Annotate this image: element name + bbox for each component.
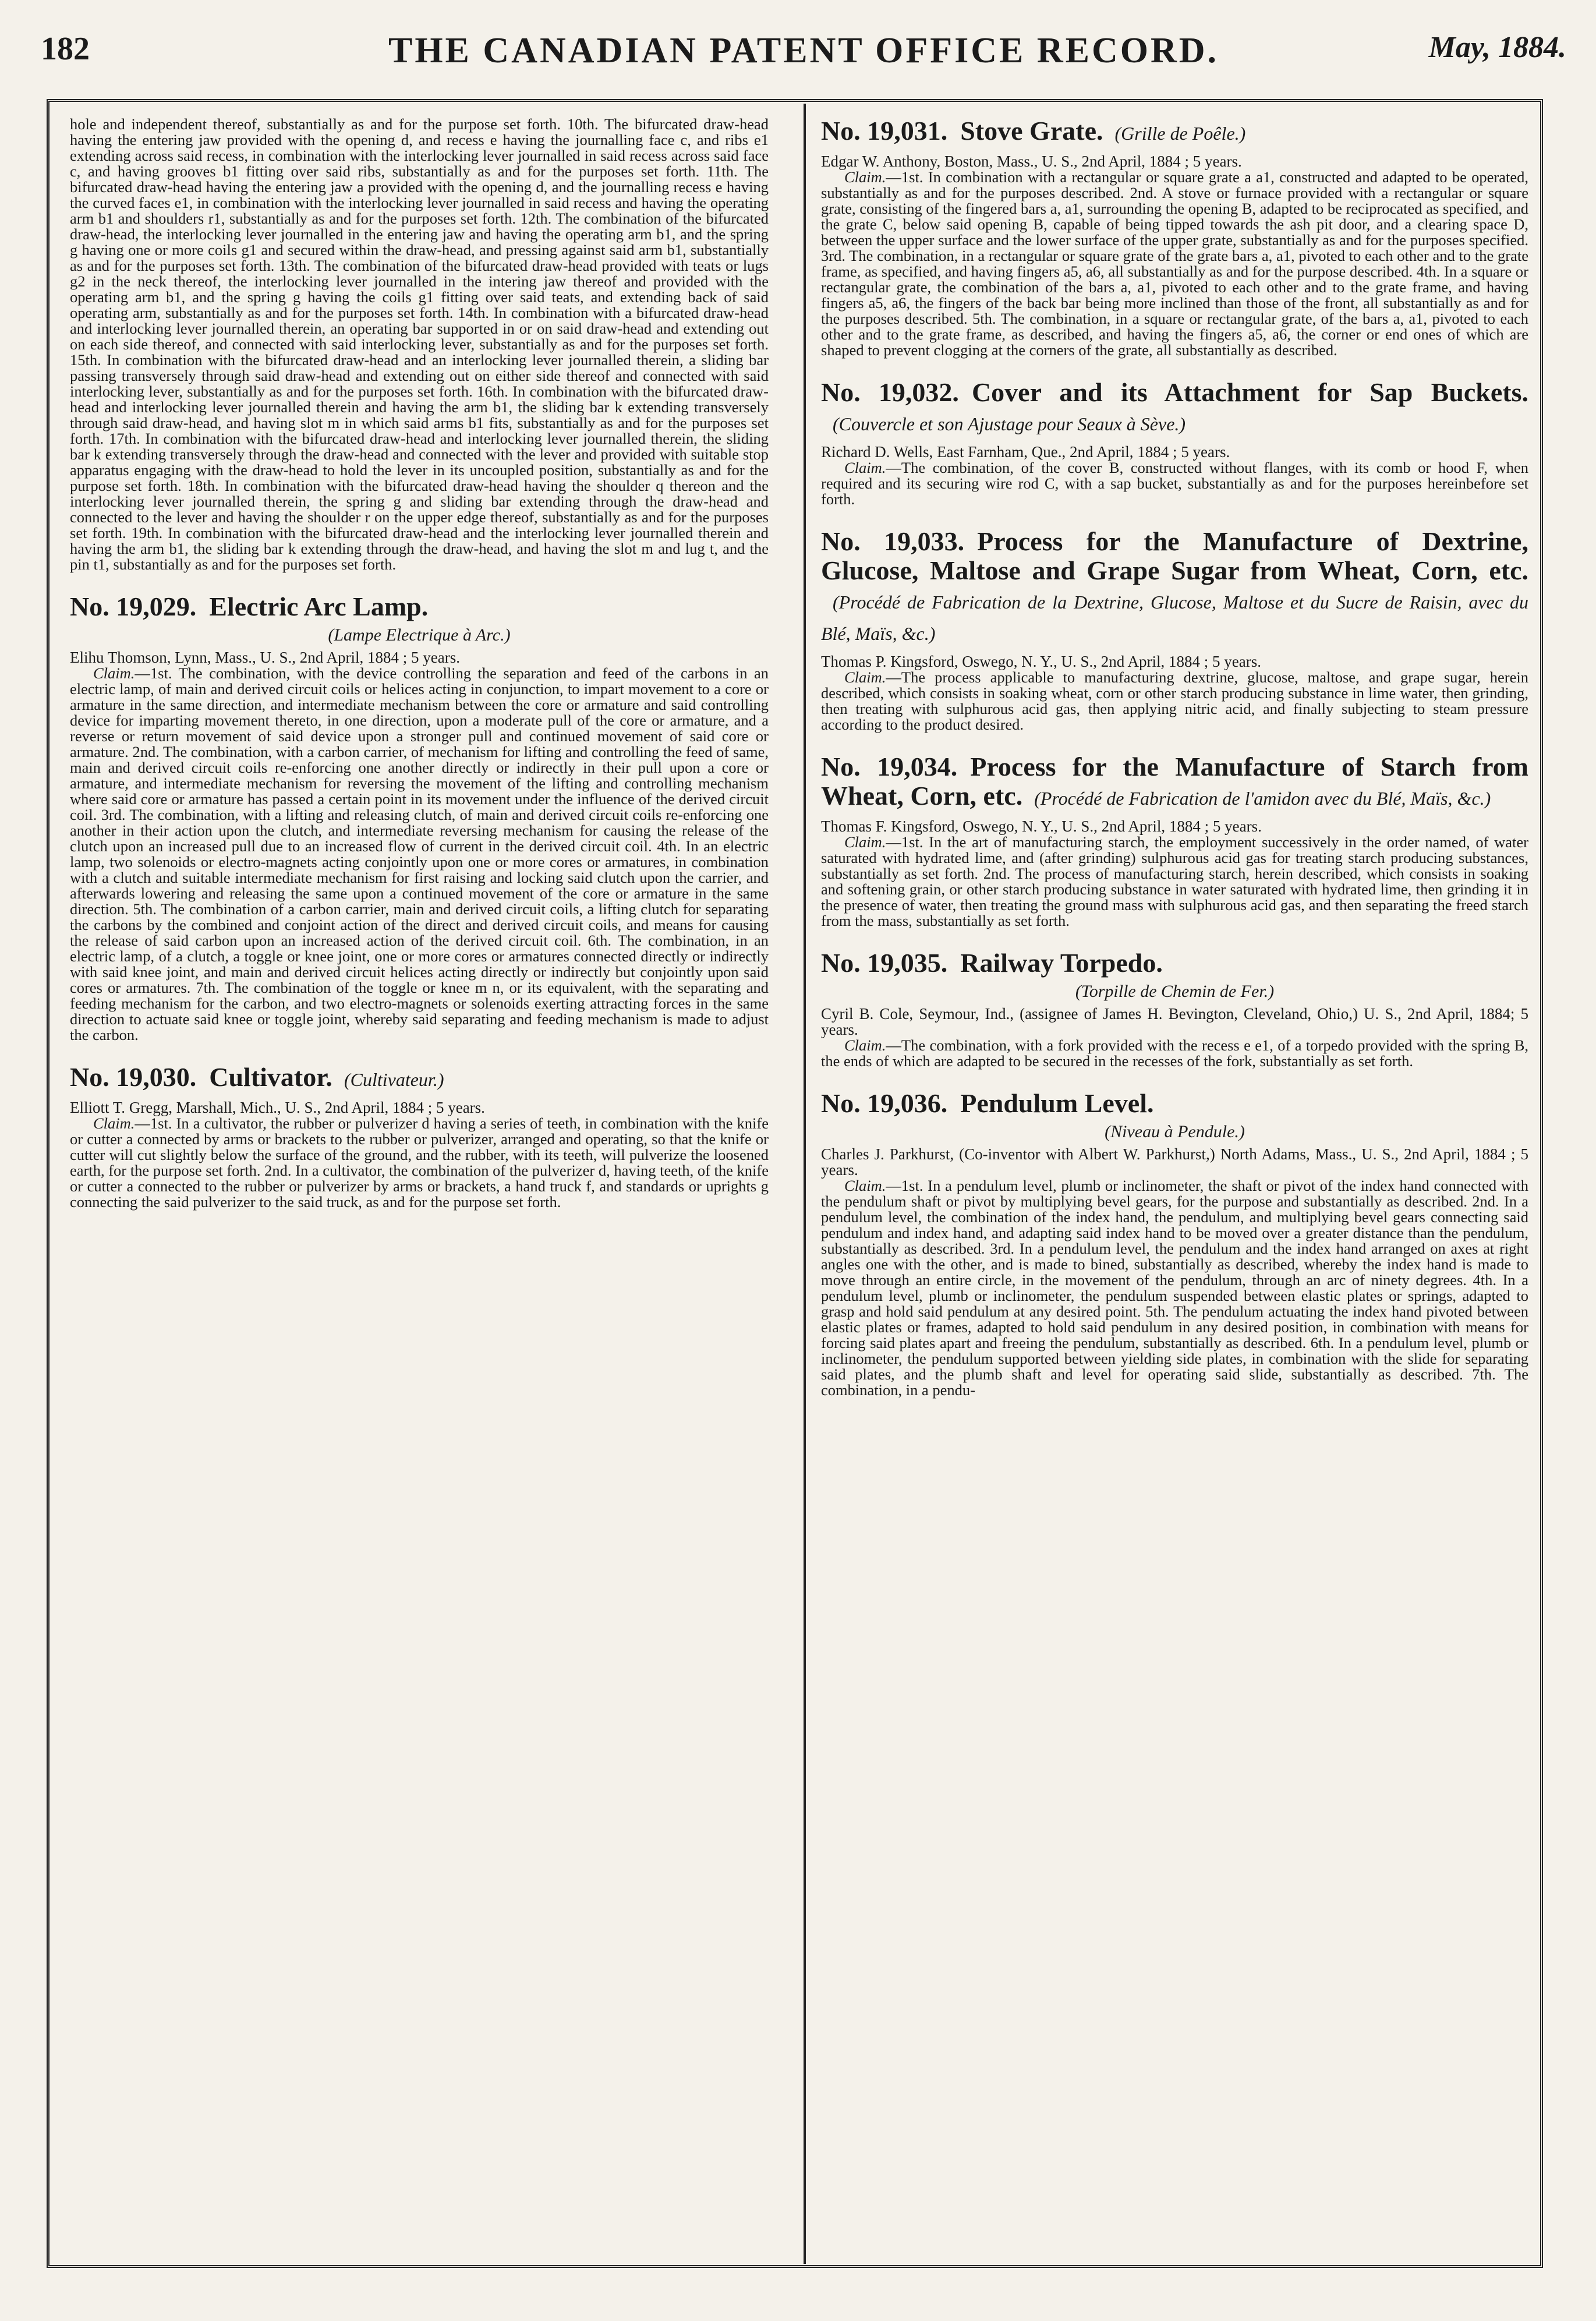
patent-title: Stove Grate. [960, 116, 1103, 146]
french-title: (Procédé de Fabrication de la Dextrine, Glucose, Maltose et du Sucre de Raisin, avec du Blé, Maïs, &c.) [821, 592, 1528, 644]
patent-number: No. 19,029. [70, 592, 197, 621]
claim-label: Claim. [93, 664, 135, 682]
claim-text [821, 169, 1528, 358]
patent-title: Cover and its Attachment for Sap Buckets. [971, 377, 1528, 407]
patent-number: No. 19,032. [821, 377, 959, 407]
left-column [70, 116, 769, 2253]
inventor-line: Charles J. Parkhurst, (Co-inventor with Albert W. Parkhurst,) North Adams, Mass., U. S., 2nd April, 1884 ; 5 years. [821, 1145, 1528, 1179]
patent-entry-19033 [821, 527, 1528, 733]
inventor-line: Thomas P. Kingsford, Oswego, N. Y., U. S., 2nd April, 1884 ; 5 years. [821, 653, 1261, 670]
inventor-line: Richard D. Wells, East Farnham, Que., 2nd April, 1884 ; 5 years. [821, 443, 1230, 461]
patent-entry-19030 [70, 1063, 769, 1210]
patent-title: Electric Arc Lamp. [209, 592, 429, 621]
claim-label: Claim. [844, 668, 886, 686]
inventor-line: Cyril B. Cole, Seymour, Ind., (assignee of James H. Bevington, Cleveland, Ohio,) U. S., 2nd April, 1884; 5 years. [821, 1005, 1528, 1038]
patent-title: Process for the Manufacture of Dextrine, Glucose, Maltose and Grape Sugar from Wheat, Corn, etc. [821, 526, 1528, 585]
entry-heading [821, 378, 1528, 438]
inventor-line: Elihu Thomson, Lynn, Mass., U. S., 2nd April, 1884 ; 5 years. [70, 649, 461, 666]
inventor-line: Elliott T. Gregg, Marshall, Mich., U. S., 2nd April, 1884 ; 5 years. [70, 1099, 485, 1116]
claim-text [821, 1038, 1528, 1069]
claim-label: Claim. [844, 168, 886, 186]
claim-body: —1st. In a pendulum level, plumb or inclinometer, the shaft or pivot of the index hand connected with the pendulum shaft or pivot by multiplying bevel gears, for the purpose and substantially as described. 2nd. In a pendulum level, the combination of the index hand, the pendulum, and multiplying bevel gears connecting said pendulum and index hand, and adapting said index hand to be moved over a greater distance than the pendulum, substantially as described. 3rd. In a pendulum level, the pendulum and the index hand arranged on axes at right angles one with the other, and is made to bined, substantially as described, whereby the index hand is made to move through an entire circle, in the movement of the pendulum, through an arc of ninety degrees. 4th. In a pendulum level, plumb or inclinometer, the pendulum suspended between elastic plates or springs, adapted to grasp and hold said pendulum at any desired point. 5th. The pendulum actuating the index hand pivoted between elastic plates or frames, adapted to hold said pendulum in any desired position, in combination with means for forcing said plates apart and freeing the pendulum, substantially as described. 6th. In a pendulum level, plumb or inclinometer, the pendulum supported between yielding side plates, in combination with the slide for separating said plates, and the plumb shaft and level for operating said slide, substantially as described. 7th. The combination, in a pendu- [821, 1177, 1528, 1399]
patent-number: No. 19,031. [821, 116, 948, 146]
patent-number: No. 19,036. [821, 1088, 948, 1118]
entry-heading [821, 752, 1528, 813]
patent-title: Cultivator. [209, 1062, 332, 1092]
entry-heading [821, 949, 1528, 978]
patent-number: No. 19,034. [821, 752, 958, 781]
claim-body: —The combination, of the cover B, constructed without flanges, with its comb or hood F, when required and its securing wire rod C, with a sap bucket, substantially as and for the purposes hereinbefore set forth. [821, 459, 1528, 508]
patent-title: Pendulum Level. [960, 1088, 1154, 1118]
claim-text [821, 1178, 1528, 1398]
page-title: THE CANADIAN PATENT OFFICE RECORD. [388, 31, 1219, 70]
inventor-line: Thomas F. Kingsford, Oswego, N. Y., U. S., 2nd April, 1884 ; 5 years. [821, 818, 1262, 835]
claim-body: —1st. The combination, with the device controlling the separation and feed of the carbons in an electric lamp, of main and derived circuit coils or helices acting in conjunction, to impart movement to a core or armature in the same direction, and intermediate mechanism between the core or armature and said controlling device for imparting movement thereto, in one direction, upon a moderate pull of the core or armature, and a reverse or return movement of said device upon a stronger pull and continued movement of said core or armature. 2nd. The combination, with a carbon carrier, of mechanism for lifting and controlling the feed of same, main and derived circuit coils re-enforcing one another directly or indirectly in their pull upon a core or armature, and intermediate mechanism for reversing the movement of the lifting and controlling mechanism where said core or armature has passed a certain point in its movement under the influence of the derived circuit coil. 3rd. The combination, with a lifting and releasing clutch, of main and derived circuit coils re-enforcing one another in their action upon the clutch, and intermediate reversing mechanism for causing the release of the clutch upon an increased pull due to an increased flow of current in the derived circuit coil. 4th. In an electric lamp, two solenoids or electro-magnets acting conjointly upon one or more cores or armatures, in combination with a clutch and suitable intermediate mechanism for first raising and locking said clutch upon the carrier, and afterwards lowering and releasing the same upon a continued movement of the core or armature in the same direction. 5th. The combination of a carbon carrier, main and derived circuit coils, a lifting clutch for separating the carbons by the combined and conjoint action of the direct and derived circuit coils, and means for causing the release of said carbon upon an increased action of the derived circuit coil. 6th. The combination, in an electric lamp, of a clutch, a toggle or knee joint, one or more cores or armatures connected directly or indirectly with said knee joint, and main and derived circuit helices acting directly or indirectly but conjointly upon said cores or armatures. 7th. The combination of the toggle or knee m n, or its equivalent, with the separating and feeding mechanism for the carbon, and two electro-magnets or solenoids exerting attracting forces in the same direction to actuate said knee or toggle joint, whereby said separating and feeding mechanism is made to adjust the carbon. [70, 664, 769, 1043]
patent-entry-19036 [821, 1089, 1528, 1398]
entry-heading [70, 1063, 769, 1094]
claim-body: —1st. In a cultivator, the rubber or pulverizer d having a series of teeth, in combination with the knife or cutter a connected by arms or brackets to the rubber or pulverizer, arranged and operating, so that the knife or cutter will cut slightly below the surface of the ground, and the rubber, with its teeth, will pulverize the loosened earth, for the purpose set forth. 2nd. In a cultivator, the combination of the pulverizer d, having teeth, of the knife or cutter a connected to the rubber or pulverizer by arms or brackets, a hand truck f, and standards or uprights g connecting the said pulverizer to the said truck, as and for the purpose set forth. [70, 1114, 769, 1211]
claim-body: —1st. In combination with a rectangular or square grate a a1, constructed and adapted to be operated, substantially as and for the purposes described. 2nd. A stove or furnace provided with a rectangular or square grate, consisting of the fingered bars a, a1, surrounding the opening B, adapted to be reciprocated as specified, and the grate C, below said opening B, capable of being tipped towards the ash pit door, and a clearing space D, between the upper surface and the lower surface of the upper grate, substantially as and for the purposes specified. 3rd. The combination, in a rectangular or square grate of the grate bars a, a1, pivoted to each other and to the grate frame, as specified, and having fingers a5, a6, all substantially as and for the purpose described. 4th. In a square or rectangular grate, the combination of the bars a, a1, pivoted to each other and to the grate frame, and having fingers a5, a6, the fingers of the back bar being more inclined than those of the front, all substantially as and for the purposes described. 5th. The combination, in a square or rectangular grate, of the bars a, a1, pivoted to each other and to the grate frame, as described, and having the fingers a5, a6, the corner or end ones of which are shaped to prevent clogging at the corners of the grate, all substantially as described. [821, 168, 1528, 359]
claim-text [70, 666, 769, 1043]
page-header [41, 30, 1566, 77]
claim-text [70, 1116, 769, 1210]
french-title: (Procédé de Fabrication de l'amidon avec du Blé, Maïs, &c.) [1034, 788, 1491, 809]
patent-number: No. 19,033. [821, 526, 965, 556]
claim-label: Claim. [844, 459, 886, 476]
french-title: (Lampe Electrique à Arc.) [328, 625, 511, 645]
claim-label: Claim. [844, 1177, 886, 1194]
right-column [821, 116, 1528, 2253]
page-number: 182 [41, 31, 90, 67]
continued-claims-text: hole and independent thereof, substantially as and for the purpose set forth. 10th. The bifurcated draw-head having the entering jaw provided with the opening d, and recess e having the journalling face c, and ribs e1 extending across said recess, in combination with the interlocking lever journalled in said recess across said face c, and having grooves b1 fitting over said ribs, substantially as and for the purposes set forth. 11th. The bifurcated draw-head having the entering jaw a provided with the opening d, and the journalling recess e having the curved faces e1, in combination with the interlocking lever journalled in said recess and having the operating arm b1 and shoulders r1, substantially as and for the purposes set forth. 12th. The combination of the bifurcated draw-head, the interlocking lever journalled in the entering jaw and having the operating arm b1, and the spring g having one or more coils g1 and secured within the draw-head, and pressing against said arm b1, substantially as and for the purposes set forth. 13th. The combination of the bifurcated draw-head provided with teats or lugs g2 in the neck thereof, the interlocking lever journalled in the intering jaw thereof and provided with the operating arm b1, and the spring g having the coils g1 fitting over said teats, and extending back of said operating arm, substantially as and for the purposes set forth. 14th. In combination with a bifurcated draw-head and interlocking lever journalled therein, an operating bar supported in or on said draw-head and extending out on each side thereof, and connected with said interlocking lever, substantially as and for the purposes set forth. 15th. In combination with the bifurcated draw-head and an interlocking lever journalled therein, a sliding bar passing transversely through said draw-head and extending out on either side thereof and connected with said interlocking lever, substantially as and for the purposes set forth. 16th. In combination with the bifurcated draw-head and interlocking lever journalled therein and having the arm b1, the sliding bar k extending transversely through said draw-head, and having slot m in which said arms b1 fits, substantially as and for the purposes set forth. 17th. In combination with the bifurcated draw-head and interlocking lever journalled therein, the sliding bar k extending transversely through the draw-head and connected with the lever and provided with suitable stop apparatus engaging with the draw-head to hold the lever in its uncoupled position, substantially as and for the purpose set forth. 18th. In combination with the bifurcated draw-head having the shoulder q thereon and the interlocking lever journalled therein, the spring g and sliding bar extending through the draw-head and connected to the lever and having the shoulder r on the upper edge thereof, substantially as and for the purposes set forth. 19th. In combination with the bifurcated draw-head and the interlocking lever journalled therein and having the arm b1, the sliding bar k extending through the draw-head, and having the slot m and lug t, and the pin t1, substantially as and for the purposes set forth. [70, 116, 769, 573]
entry-heading [821, 116, 1528, 148]
patent-entry-19029 [70, 592, 769, 1043]
entry-heading [821, 1089, 1528, 1118]
issue-date: May, 1884. [1428, 31, 1566, 64]
patent-entry-19034 [821, 752, 1528, 929]
column-divider [804, 104, 806, 2264]
french-title: (Grille de Poêle.) [1114, 123, 1246, 144]
claim-text [821, 670, 1528, 733]
patent-number: No. 19,030. [70, 1062, 197, 1092]
entry-heading [821, 527, 1528, 648]
claim-label: Claim. [844, 833, 886, 851]
patent-title: Process for the Manufacture of Starch from Wheat, Corn, etc. [821, 752, 1528, 811]
french-title: (Torpille de Chemin de Fer.) [1075, 982, 1275, 1001]
claim-label: Claim. [93, 1114, 135, 1132]
french-title: (Couvercle et son Ajustage pour Seaux à Sève.) [833, 413, 1186, 434]
claim-text [821, 834, 1528, 929]
french-title: (Niveau à Pendule.) [1105, 1122, 1245, 1141]
patent-number: No. 19,035. [821, 948, 948, 978]
claim-body: —1st. In the art of manufacturing starch, the employment successively in the order named, of water saturated with hydrated lime, and (after grinding) sulphurous acid gas for treating starch producing substances, substantially as set forth. 2nd. The process of manufacturing starch, herein described, which consists in soaking and softening grain, or other starch producing substance in water saturated with hydrated lime, then grinding it in the presence of water, then treating the ground mass with sulphurous acid gas, and then separating the freed starch from the mass, substantially as set forth. [821, 833, 1528, 929]
claim-label: Claim. [844, 1036, 886, 1054]
patent-title: Railway Torpedo. [960, 948, 1163, 978]
claim-body: —The combination, with a fork provided with the recess e e1, of a torpedo provided with the spring B, the ends of which are adapted to be secured in the recesses of the fork, substantially as set forth. [821, 1036, 1528, 1070]
patent-entry-19035 [821, 949, 1528, 1069]
claim-text [821, 460, 1528, 507]
french-title: (Cultivateur.) [344, 1069, 444, 1090]
entry-heading [70, 592, 769, 621]
patent-entry-19032 [821, 378, 1528, 507]
inventor-line: Edgar W. Anthony, Boston, Mass., U. S., 2nd April, 1884 ; 5 years. [821, 153, 1242, 170]
claim-body: —The process applicable to manufacturing dextrine, glucose, maltose, and grape sugar, herein described, which consists in soaking wheat, corn or other starch producing substance in lime water, then grinding, then treating with sulphurous acid gas, then applying nitric acid, and finally subjecting to steam pressure according to the product desired. [821, 668, 1528, 733]
patent-entry-19031 [821, 116, 1528, 358]
